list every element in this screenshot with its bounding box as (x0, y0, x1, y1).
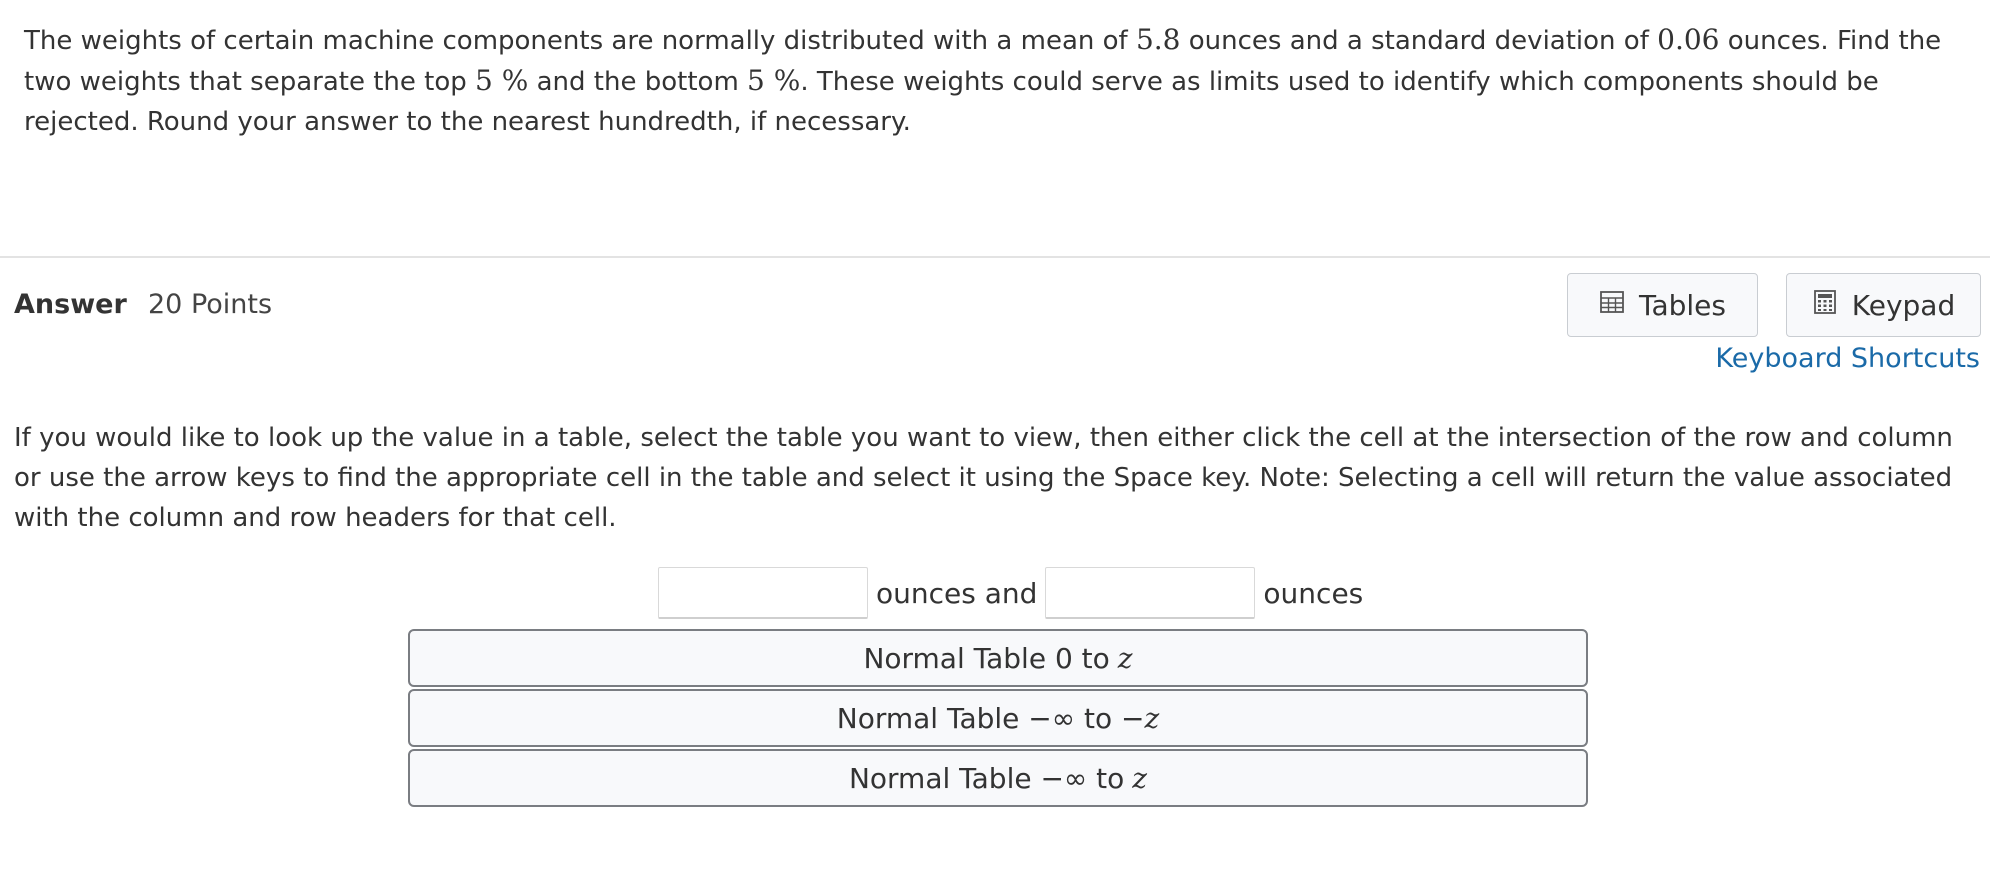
mean-value: 5.8 (1135, 23, 1181, 56)
keypad-button[interactable] (1786, 273, 1981, 337)
bottom-percent: 5 % (747, 64, 801, 97)
top-percent: 5 % (475, 64, 529, 97)
ounces-and-label: ounces and (876, 576, 1038, 610)
answer-row (658, 566, 1371, 620)
points-label: 20 Points (148, 289, 273, 320)
sd-value: 0.06 (1657, 23, 1720, 56)
table-button-var: z (1144, 701, 1160, 735)
question-part-5: . These weights could serve as limits used to identify which components should be rejected. Round your answer to the nearest hundredth, if necessary. (24, 67, 1879, 137)
normal-table-neg-inf-to-z-button[interactable] (408, 749, 1588, 807)
table-button-var: z (1132, 761, 1148, 795)
tables-button[interactable] (1567, 273, 1758, 337)
table-button-label: Normal Table 0 to (863, 641, 1110, 675)
upper-weight-input[interactable] (1045, 567, 1255, 619)
keyboard-shortcuts-link[interactable]: Keyboard Shortcuts (1715, 343, 1980, 374)
tables-button-label: Tables (1639, 288, 1726, 322)
lower-weight-input[interactable] (658, 567, 868, 619)
normal-table-0-to-z-button[interactable] (408, 629, 1588, 687)
answer-label: Answer (14, 289, 127, 320)
ounces-label: ounces (1263, 576, 1364, 610)
question-part-3: ounces. Find the two weights that separate the top (24, 26, 1942, 97)
question-part-2: ounces and a standard deviation of (1180, 26, 1658, 56)
table-button-var: z (1117, 641, 1133, 675)
question-text (24, 20, 1964, 142)
table-button-label: Normal Table −∞ to − (836, 701, 1145, 735)
table-grid-icon (1599, 289, 1625, 322)
calculator-icon (1812, 289, 1838, 322)
keypad-button-label: Keypad (1851, 288, 1956, 322)
question-part-1: The weights of certain machine components are normally distributed with a mean of (24, 26, 1136, 56)
instructions-text: If you would like to look up the value in a table, select the table you want to view, then either click the cell at the intersection of the row and column or use the arrow keys to find the appropriate cell in the table and select it using the Space key. Note: Selecting a cell will return the value associated with the column and row headers for that cell. (14, 423, 1953, 533)
question-part-4: and the bottom (528, 67, 748, 97)
section-divider (0, 256, 1990, 258)
normal-table-neg-inf-to-neg-z-button[interactable] (408, 689, 1588, 747)
table-button-label: Normal Table −∞ to (848, 761, 1125, 795)
